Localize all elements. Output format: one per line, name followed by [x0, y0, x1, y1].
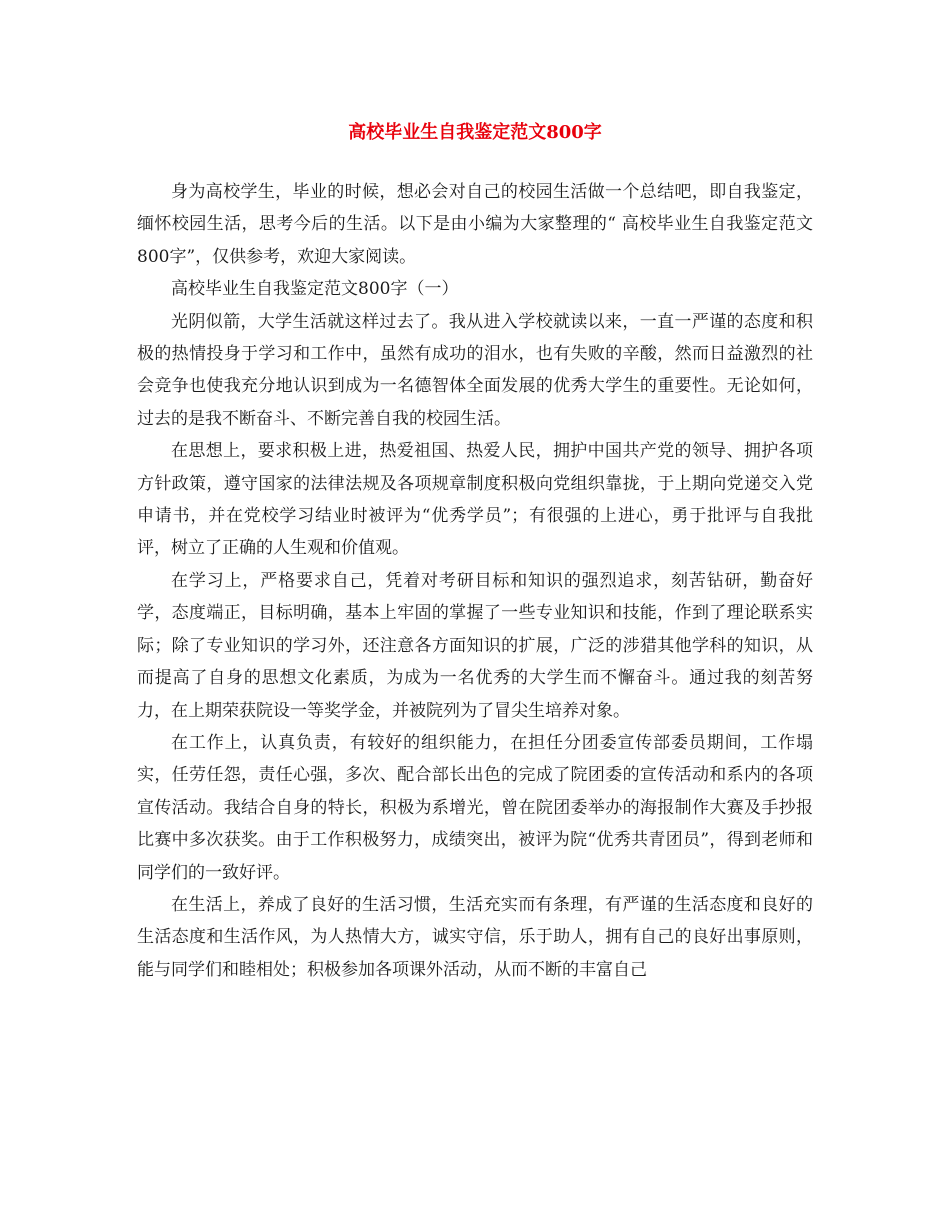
paragraph-ideology: 在思想上，要求积极上进，热爱祖国、热爱人民，拥护中国共产党的领导、拥护各项方针政策，遵守国家的法律法规及各项规章制度积极向党组织靠拢，于上期向党递交入党申请书，并在党校学习结业时被评为“优秀学员”；有很强的上进心，勇于批评与自我批评，树立了正确的人生观和价值观。 — [137, 441, 813, 559]
paragraph-overview: 光阴似箭，大学生活就这样过去了。我从进入学校就读以来，一直一严谨的态度和积极的热情投身于学习和工作中，虽然有成功的泪水，也有失败的辛酸，然而日益激烈的社会竞争也使我充分地认识到成为一名德智体全面发展的优秀大学生的重要性。无论如何，过去的是我不断奋斗、不断完善自我的校园生活。 — [137, 311, 813, 429]
paragraph-life: 在生活上，养成了良好的生活习惯，生活充实而有条理，有严谨的生活态度和良好的生活态度和生活作风，为人热情大方，诚实守信，乐于助人，拥有自己的良好出事原则，能与同学们和睦相处；积极参加各项课外活动，从而不断的丰富自己 — [137, 894, 813, 980]
paragraph-intro: 身为高校学生，毕业的时候，想必会对自己的校园生活做一个总结吧，即自我鉴定，缅怀校园生活，思考今后的生活。以下是由小编为大家整理的“ 高校毕业生自我鉴定范文800字”，仅供参考，欢迎大家阅读。 — [137, 182, 813, 267]
paragraph-work: 在工作上，认真负责，有较好的组织能力，在担任分团委宣传部委员期间，工作塌实，任劳任怨，责任心强，多次、配合部长出色的完成了院团委的宣传活动和系内的各项宣传活动。我结合自身的特长，积极为系增光，曾在院团委举办的海报制作大赛及手抄报比赛中多次获奖。由于工作积极努力，成绩突出，被评为院“优秀共青团员”，得到老师和同学们的一致好评。 — [137, 732, 813, 883]
paragraph-subtitle: 高校毕业生自我鉴定范文800字（一） — [171, 279, 459, 300]
document-title: 高校毕业生自我鉴定范文800字 — [348, 122, 602, 143]
document-body — [137, 176, 813, 986]
paragraph-study: 在学习上，严格要求自己，凭着对考研目标和知识的强烈追求，刻苦钻研，勤奋好学，态度端正，目标明确，基本上牢固的掌握了一些专业知识和技能，作到了理论联系实际；除了专业知识的学习外，还注意各方面知识的扩展，广泛的涉猎其他学科的知识，从而提高了自身的思想文化素质，为成为一名优秀的大学生而不懈奋斗。通过我的刻苦努力，在上期荣获院设一等奖学金，并被院列为了冒尖生培养对象。 — [137, 570, 813, 721]
